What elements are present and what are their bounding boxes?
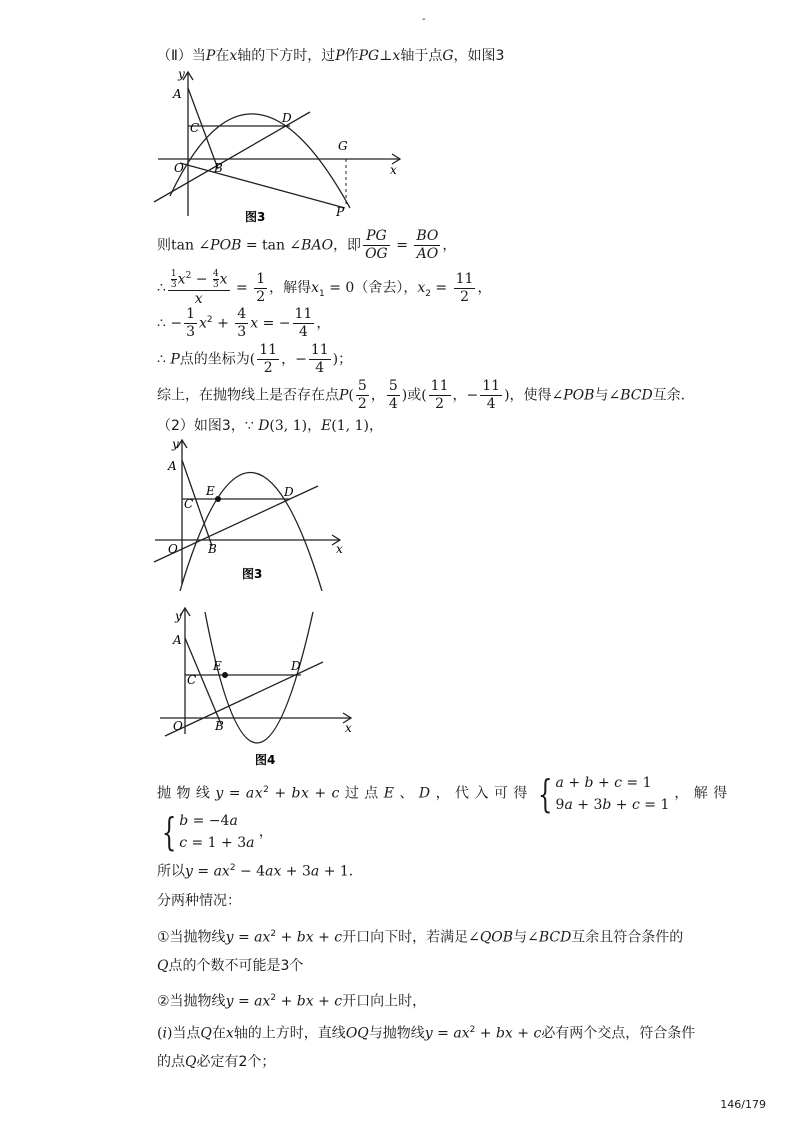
label-y: y bbox=[175, 609, 182, 623]
figure-caption: 图3 bbox=[242, 567, 263, 581]
label-c: C bbox=[190, 121, 200, 135]
text-line-7: （2）如图3，∵ D(3, 1)，E(1, 1)， bbox=[157, 418, 383, 434]
label-o: O bbox=[168, 542, 178, 556]
text-line-16: 的点Q必定有2个； bbox=[157, 1054, 276, 1070]
label-c: C bbox=[184, 497, 194, 511]
top-mark: - bbox=[422, 14, 426, 25]
text-line-4: ∴ − $\frac{1}{3}$ $x^2$ + $\frac{4}{3}$ x = − $\frac{11}{4}$ ， bbox=[157, 306, 331, 340]
label-y: y bbox=[178, 67, 185, 81]
text-line-15: (i)当点Q在x轴的上方时，直线OQ与抛物线$y = ax^2$ + bx + c必有两个交点，符合条件 bbox=[157, 1025, 696, 1042]
text-line-5: ∴ P点的坐标为( $\frac{11}{2}$ ，− $\frac{11}{4}$ )； bbox=[157, 342, 353, 376]
label-b: B bbox=[215, 719, 224, 733]
figure-3b bbox=[150, 436, 360, 591]
label-d: D bbox=[282, 111, 292, 125]
text-line-10: 所以$y = ax^2 - 4ax + 3a + 1$． bbox=[157, 863, 363, 880]
label-e: E bbox=[213, 659, 222, 673]
label-x: x bbox=[390, 163, 397, 177]
label-p: P bbox=[336, 205, 345, 219]
figure-caption: 图4 bbox=[255, 753, 276, 767]
text-line-2: 则tan ∠POB = tan ∠BAO，即 $\frac{PG}{OG}$ = $\frac{BO}{AO}$ ， bbox=[157, 228, 457, 262]
label-b: B bbox=[214, 161, 223, 175]
text-line-system: 抛 物 线 $y = ax^2$ + bx + c 过 点 E 、 D ， 代 入 可 得 { a + b + c = 1 9a + 3b + c = 1 ， 解 得 bbox=[157, 771, 728, 816]
text-line-13: Q点的个数不可能是3个 bbox=[157, 958, 304, 974]
label-d: D bbox=[284, 485, 294, 499]
text-line-12: ①当抛物线$y = ax^2$ + bx + c开口向下时，若满足∠QOB与∠BCD互余且符合条件的 bbox=[157, 929, 684, 946]
label-b: B bbox=[208, 542, 217, 556]
text-line-14: ②当抛物线$y = ax^2$ + bx + c开口向上时， bbox=[157, 993, 427, 1010]
text-line-solution: { b = −4a c = 1 + 3a ， bbox=[161, 810, 273, 854]
label-e: E bbox=[206, 484, 215, 498]
label-a: A bbox=[168, 459, 177, 473]
label-o: O bbox=[173, 719, 183, 733]
text-line-1: （Ⅱ）当P在x轴的下方时，过P作PG⊥x轴于点G，如图3 bbox=[157, 48, 505, 64]
label-c: C bbox=[187, 673, 197, 687]
page-number: 146/179 bbox=[720, 1098, 766, 1111]
label-a: A bbox=[173, 633, 182, 647]
text-line-6: 综上，在抛物线上是否存在点P( $\frac{5}{2}$ ， $\frac{5}{4}$ )或( $\frac{11}{2}$ ，− $\frac{11}{4}$ )，使得∠POB与∠BCD互余． bbox=[157, 378, 695, 412]
text-line-11: 分两种情况： bbox=[157, 893, 241, 909]
label-g: G bbox=[338, 139, 348, 153]
text-line-3: ∴ $\frac{1}{3}$ $x^2$ − $\frac{4}{3}$ x x = $\frac{1}{2}$ ，解得$x_1 = 0$（舍去），$x_2$ = $\frac{11}{2}$ ， bbox=[157, 269, 492, 308]
label-x: x bbox=[336, 542, 343, 556]
figure-3a bbox=[150, 66, 410, 226]
label-o: O bbox=[174, 161, 184, 175]
label-a: A bbox=[173, 87, 182, 101]
label-x: x bbox=[345, 721, 352, 735]
figure-caption: 图3 bbox=[245, 210, 266, 224]
figure-4 bbox=[155, 604, 365, 770]
label-y: y bbox=[172, 437, 179, 451]
label-d: D bbox=[291, 659, 301, 673]
